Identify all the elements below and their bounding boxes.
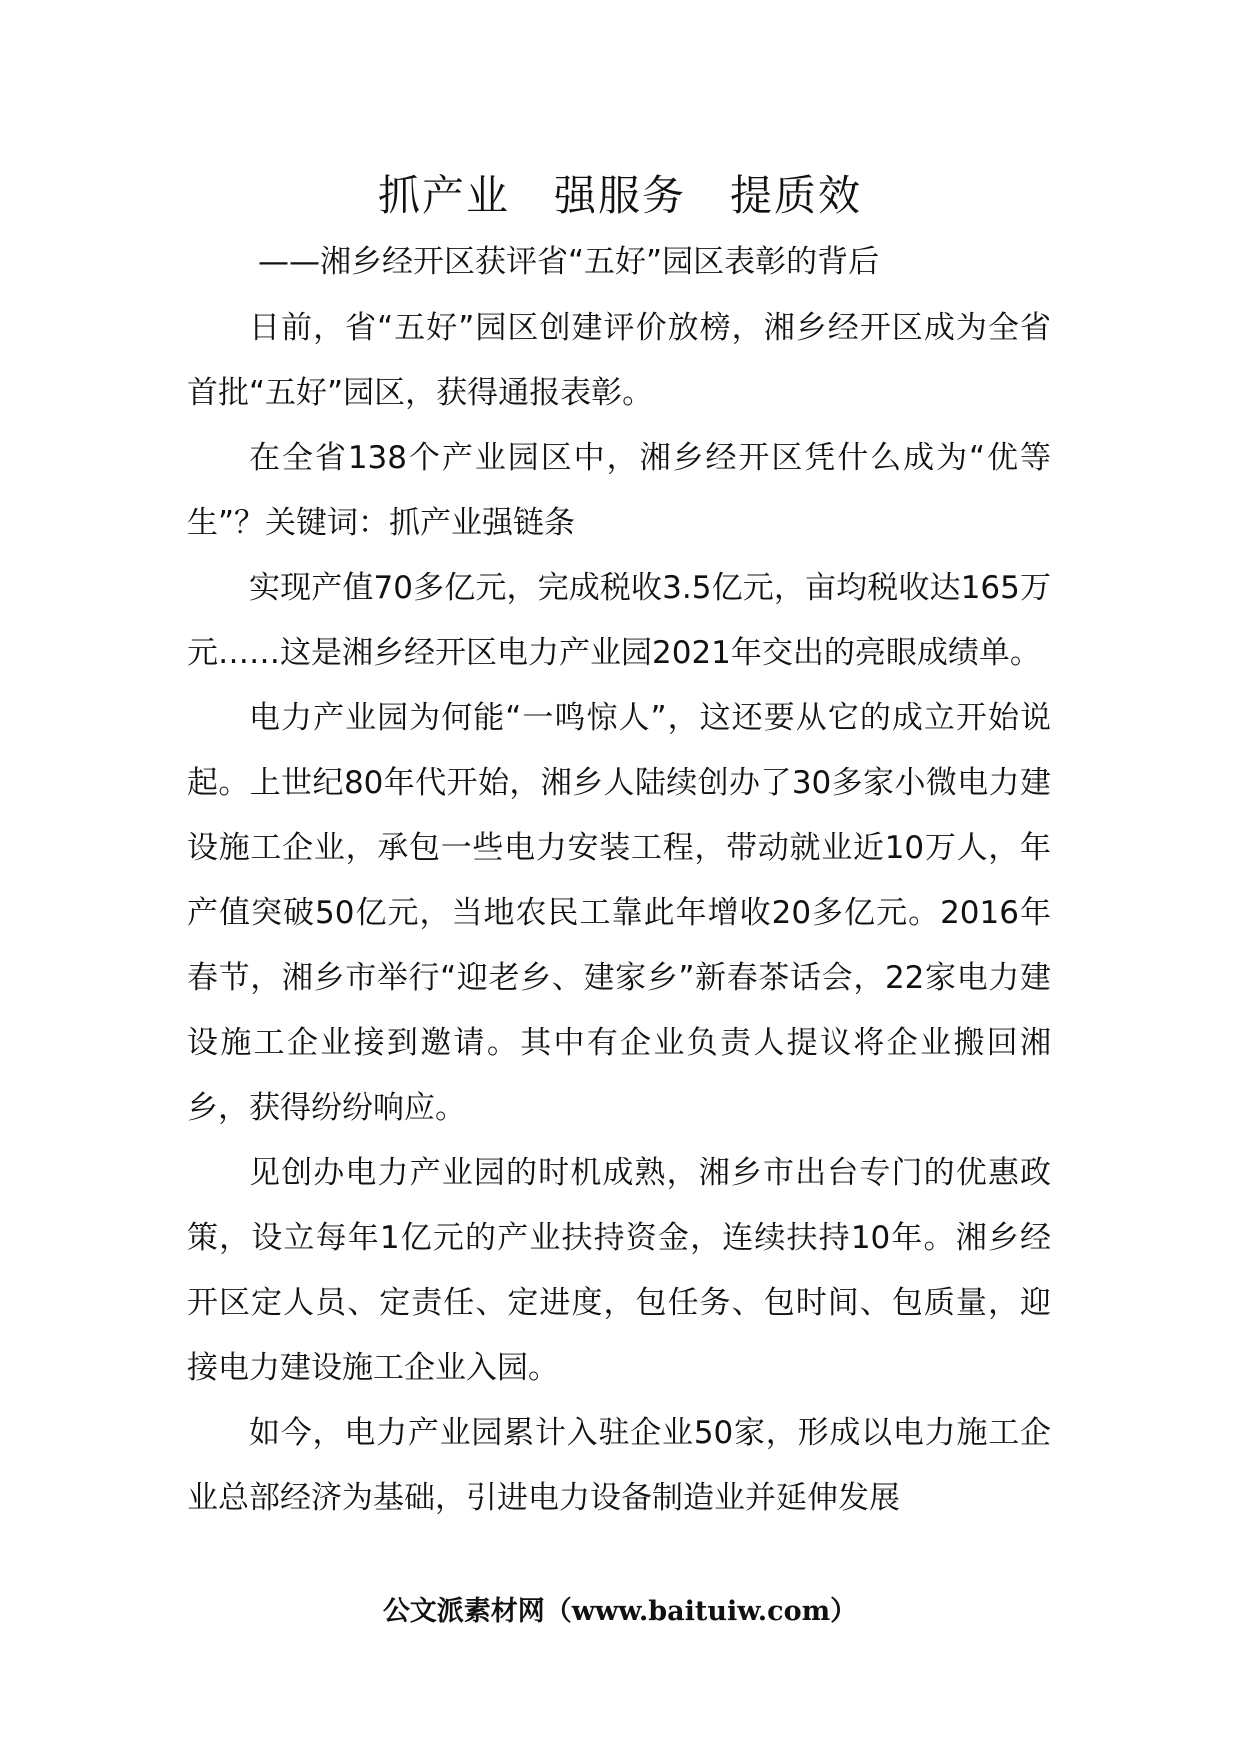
paragraph-6: 如今，电力产业园累计入驻企业50家，形成以电力施工企业总部经济为基础，引进电力设备制造业并延伸发展 [187, 1415, 1051, 1516]
paragraph-2: 在全省138个产业园区中，湘乡经开区凭什么成为“优等生”？关键词：抓产业强链条 [187, 440, 1051, 541]
paragraph-4: 电力产业园为何能“一鸣惊人”，这还要从它的成立开始说起。上世纪80年代开始，湘乡人陆续创办了30多家小微电力建设施工企业，承包一些电力安装工程，带动就业近10万人，年产值突破50亿元，当地农民工靠此年增收20多亿元。2016年春节，湘乡市举行“迎老乡、建家乡”新春茶话会，22家电力建设施工企业接到邀请。其中有企业负责人提议将企业搬回湘乡，获得纷纷响应。 [187, 700, 1051, 1126]
paragraph-5: 见创办电力产业园的时机成熟，湘乡市出台专门的优惠政策，设立每年1亿元的产业扶持资金，连续扶持10年。湘乡经开区定人员、定责任、定进度，包任务、包时间、包质量，迎接电力建设施工企业入园。 [187, 1155, 1051, 1386]
paragraph-1: 日前，省“五好”园区创建评价放榜，湘乡经开区成为全省首批“五好”园区，获得通报表彰。 [187, 310, 1051, 411]
document-body [187, 296, 1051, 1531]
document-title: 抓产业 强服务 提质效 [377, 171, 862, 220]
document-subtitle: ——湘乡经开区获评省“五好”园区表彰的背后 [258, 244, 880, 280]
footer-watermark: 公文派素材网（www.baituiw.com） [382, 1596, 858, 1627]
paragraph-3: 实现产值70多亿元，完成税收3.5亿元，亩均税收达165万元……这是湘乡经开区电力产业园2021年交出的亮眼成绩单。 [187, 570, 1051, 671]
